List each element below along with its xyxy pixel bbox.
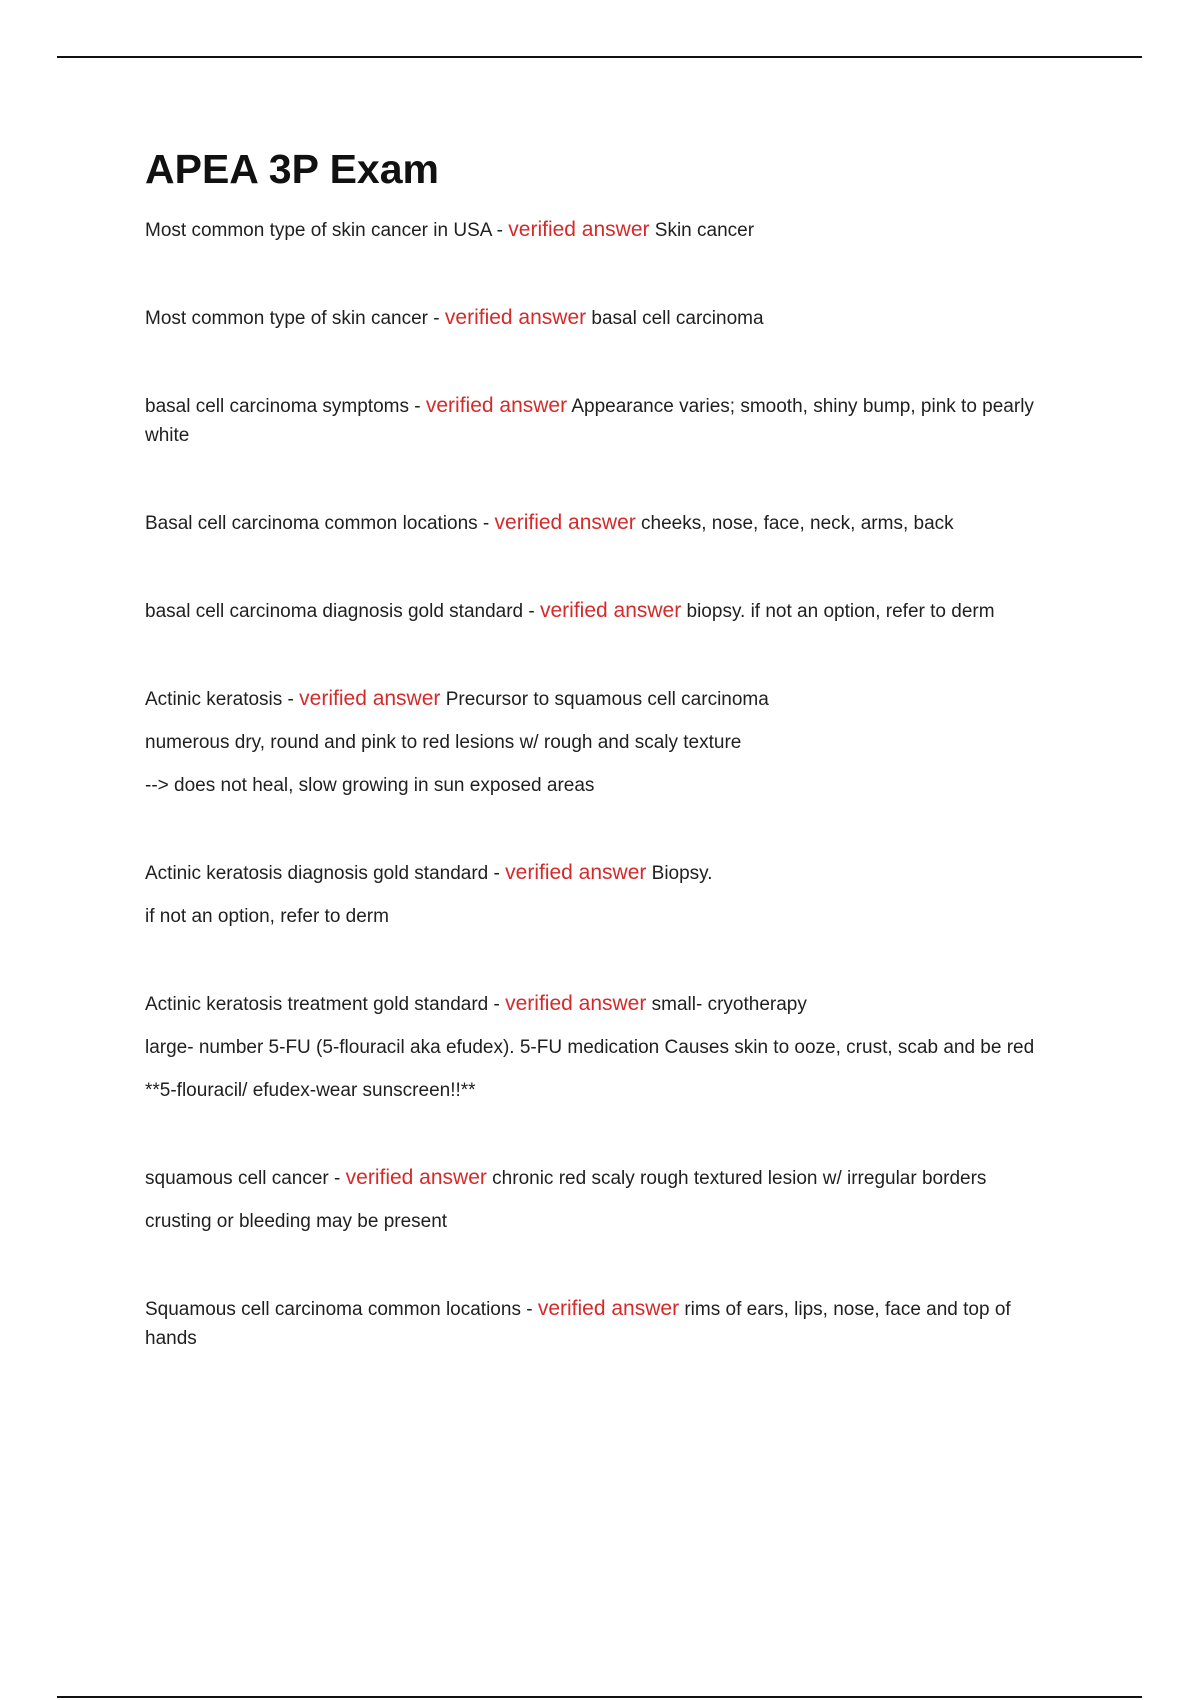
question-text: basal cell carcinoma diagnosis gold standard <box>145 601 524 622</box>
qa-line <box>145 596 1055 626</box>
document-body <box>145 146 1055 1411</box>
answer-continuation: --> does not heal, slow growing in sun exposed areas <box>145 775 595 796</box>
question-text: squamous cell cancer <box>145 1168 329 1189</box>
answer-continuation: large- number 5-FU (5-flouracil aka efudex). 5-FU medication Causes skin to ooze, crust, scab and be red <box>145 1037 1035 1058</box>
answer-text: Biopsy. <box>651 863 713 884</box>
question-text: Actinic keratosis <box>145 689 283 710</box>
qa-item <box>145 684 1055 800</box>
separator: - <box>477 513 495 534</box>
answer-text: small- cryotherapy <box>651 994 807 1015</box>
separator: - <box>488 863 506 884</box>
answer-text: biopsy. if not an option, refer to derm <box>686 601 995 622</box>
verified-answer-label: verified answer <box>299 687 441 710</box>
qa-item <box>145 508 1055 538</box>
qa-line <box>145 391 1055 450</box>
answer-text: Precursor to squamous cell carcinoma <box>445 689 769 710</box>
qa-line <box>145 684 1055 714</box>
separator: - <box>520 1299 538 1320</box>
answer-text: Appearance varies; smooth, shiny bump, pink to pearly white <box>145 396 1034 446</box>
qa-line <box>145 303 1055 333</box>
separator: - <box>328 1168 346 1189</box>
answer-continuation: crusting or bleeding may be present <box>145 1211 448 1232</box>
question-text: basal cell carcinoma symptoms <box>145 396 409 417</box>
question-text: Basal cell carcinoma common locations <box>145 513 478 534</box>
qa-item <box>145 596 1055 626</box>
qa-line <box>145 508 1055 538</box>
verified-answer-label: verified answer <box>444 306 587 329</box>
qa-item <box>145 391 1055 450</box>
qa-item <box>145 215 1055 245</box>
answer-continuation: **5-flouracil/ efudex-wear sunscreen!!** <box>145 1080 476 1101</box>
qa-line <box>145 858 1055 888</box>
qa-line <box>145 215 1055 245</box>
question-text: Actinic keratosis treatment gold standard <box>145 994 489 1015</box>
document-title: APEA 3P Exam <box>145 146 439 192</box>
qa-item <box>145 1294 1055 1353</box>
question-text: Most common type of skin cancer in USA <box>145 220 492 241</box>
answer-text: basal cell carcinoma <box>591 308 764 329</box>
answer-continuation: numerous dry, round and pink to red lesions w/ rough and scaly texture <box>145 732 742 753</box>
separator: - <box>491 220 509 241</box>
qa-line <box>145 1163 1055 1193</box>
verified-answer-label: verified answer <box>425 394 568 417</box>
verified-answer-label: verified answer <box>540 599 682 622</box>
separator: - <box>523 601 540 622</box>
separator: - <box>408 396 426 417</box>
separator: - <box>428 308 445 329</box>
answer-text: cheeks, nose, face, neck, arms, back <box>641 513 954 534</box>
answer-continuation: if not an option, refer to derm <box>145 906 389 927</box>
verified-answer-label: verified answer <box>505 992 647 1015</box>
answer-text: Skin cancer <box>654 220 755 241</box>
verified-answer-label: verified answer <box>345 1166 487 1189</box>
header-rule <box>57 56 1142 58</box>
question-text: Squamous cell carcinoma common locations <box>145 1299 521 1320</box>
answer-text: chronic red scaly rough textured lesion w/ irregular borders <box>492 1168 987 1189</box>
qa-item <box>145 858 1055 931</box>
separator: - <box>282 689 300 710</box>
qa-line <box>145 989 1055 1019</box>
separator: - <box>488 994 506 1015</box>
qa-item <box>145 1163 1055 1236</box>
verified-answer-label: verified answer <box>505 861 647 884</box>
question-text: Actinic keratosis diagnosis gold standard <box>145 863 489 884</box>
qa-item <box>145 989 1055 1105</box>
question-text: Most common type of skin cancer <box>145 308 428 329</box>
verified-answer-label: verified answer <box>494 511 636 534</box>
footer-rule <box>57 1696 1142 1698</box>
qa-line <box>145 1294 1055 1353</box>
verified-answer-label: verified answer <box>537 1297 680 1320</box>
qa-item <box>145 303 1055 333</box>
verified-answer-label: verified answer <box>508 218 650 241</box>
answer-text: rims of ears, lips, nose, face and top of hands <box>145 1299 1011 1349</box>
